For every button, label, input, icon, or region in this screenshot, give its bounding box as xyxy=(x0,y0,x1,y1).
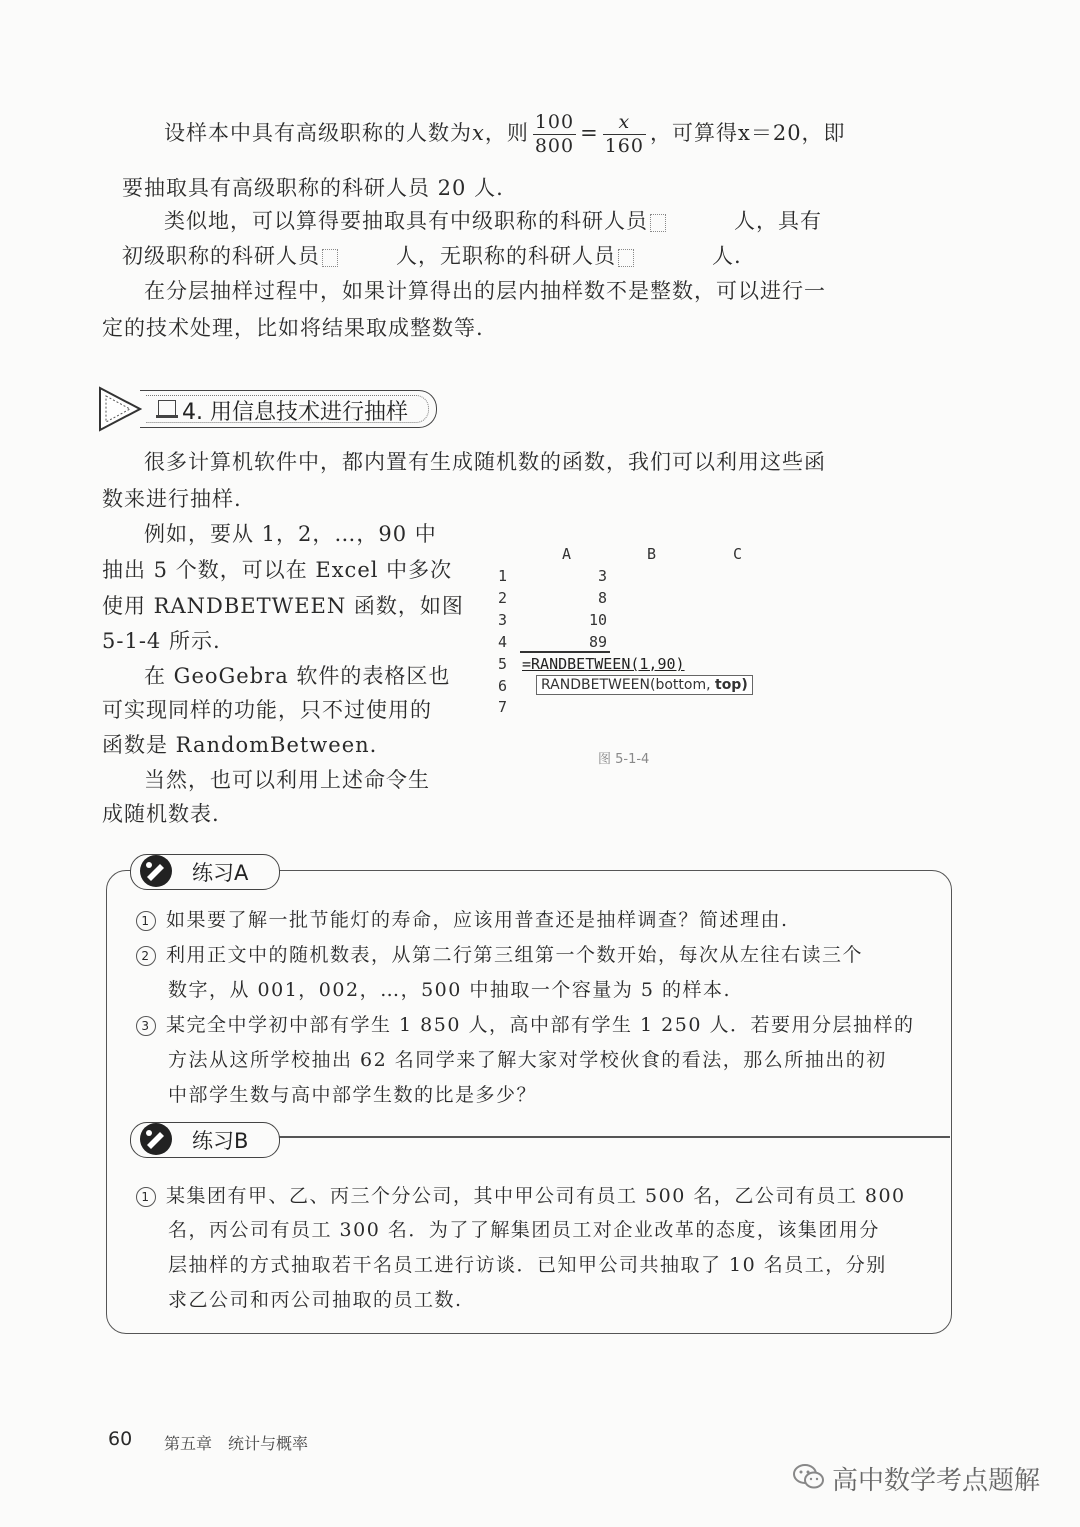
exercise-text: 某完全中学初中部有学生 1 850 人，高中部有学生 1 250 人．若要用分层抽样的 xyxy=(166,1014,915,1036)
frac1-num: 100 xyxy=(534,111,575,133)
exercise-a-item-2 xyxy=(136,940,863,967)
left-col-l7: 函数是 RandomBetween. xyxy=(102,733,378,757)
cell-a3: 10 xyxy=(588,611,607,629)
cell-a1: 3 xyxy=(597,567,607,585)
function-tooltip xyxy=(536,675,753,695)
para1-line2: 要抽取具有高级职称的科研人员 20 人. xyxy=(122,176,504,200)
blank-box-mid xyxy=(650,214,666,232)
para2-line1b: 人，具有 xyxy=(734,209,822,233)
left-col-l8: 当然，也可以利用上述命令生 xyxy=(144,768,430,792)
exercise-text: 如果要了解一批节能灯的寿命，应该用普查还是抽样调查？简述理由. xyxy=(166,909,789,931)
section-arrow-icon xyxy=(98,386,142,432)
chapter-title: 第五章 统计与概率 xyxy=(164,1434,309,1453)
exercise-a-item-2-cont: 数字，从 001，002，…，500 中抽取一个容量为 5 的样本. xyxy=(168,979,732,1001)
formula-cell[interactable]: =RANDBETWEEN(1,90) xyxy=(522,655,685,673)
para2-line1a: 类似地，可以算得要抽取具有中级职称的科研人员 xyxy=(164,209,648,233)
equals: = xyxy=(580,121,599,145)
computer-icon-base xyxy=(156,415,178,418)
col-header-c: C xyxy=(733,545,743,563)
number-badge: 2 xyxy=(136,946,156,966)
fraction-x-160 xyxy=(603,113,646,156)
para1-then: ，则 xyxy=(484,121,529,145)
left-col-l2: 抽出 5 个数，可以在 Excel 中多次 xyxy=(102,558,453,582)
para1-tail: ，可算得 xyxy=(649,121,738,145)
col-header-b: B xyxy=(647,545,657,563)
exercise-a-item-3-cont: 中部学生数与高中部学生数的比是多少？ xyxy=(168,1084,538,1106)
frac2-den: 160 xyxy=(604,135,644,157)
fraction-100-800 xyxy=(533,113,576,156)
cell-a4-underline xyxy=(520,651,610,653)
exercise-a-item-3 xyxy=(136,1010,914,1037)
row-label: 4 xyxy=(498,633,508,651)
para2-line2a: 初级职称的科研人员 xyxy=(122,244,320,268)
para1-line1 xyxy=(164,110,846,156)
frac1-den: 800 xyxy=(534,135,575,157)
blank-box-junior xyxy=(322,249,338,267)
number-badge: 1 xyxy=(136,1187,156,1207)
para3-line2: 定的技术处理，比如将结果取成整数等. xyxy=(102,316,484,340)
col-header-a: A xyxy=(562,545,572,563)
row-label: 7 xyxy=(498,698,508,716)
para2-line2b: 人，无职称的科研人员 xyxy=(396,244,616,268)
exercise-b-item-1-cont: 求乙公司和丙公司抽取的员工数. xyxy=(168,1289,463,1311)
number-badge: 3 xyxy=(136,1016,156,1036)
para2-line1 xyxy=(164,205,822,235)
pencil-badge-icon xyxy=(136,852,176,890)
tooltip-text: RANDBETWEEN(bottom, xyxy=(541,677,715,693)
frac2-num: x xyxy=(603,113,646,135)
section-title: 4. 用信息技术进行抽样 xyxy=(182,400,408,425)
var-x: x xyxy=(472,121,485,145)
cell-a2: 8 xyxy=(597,589,607,607)
left-col-l9: 成随机数表. xyxy=(102,802,220,826)
para1-result: x＝20，即 xyxy=(737,121,846,145)
computer-icon xyxy=(158,400,176,416)
para3-line1: 在分层抽样过程中，如果计算得出的层内抽样数不是整数，可以进行一 xyxy=(144,279,826,303)
row-label: 5 xyxy=(498,655,508,673)
left-col-l6: 可实现同样的功能，只不过使用的 xyxy=(102,698,432,722)
cell-a4: 89 xyxy=(588,633,607,651)
row-label: 3 xyxy=(498,611,508,629)
wechat-icon xyxy=(792,1462,826,1492)
exercise-a-item-3-cont: 方法从这所学校抽出 62 名同学来了解大家对学校伙食的看法，那么所抽出的初 xyxy=(168,1049,887,1071)
para2-line2 xyxy=(122,240,742,270)
left-col-l3: 使用 RANDBETWEEN 函数，如图 xyxy=(102,594,464,618)
exercise-a-item-1 xyxy=(136,905,789,932)
exercise-b-item-1-cont: 名，丙公司有员工 300 名．为了了解集团员工对企业改革的态度，该集团用分 xyxy=(168,1219,880,1241)
para4-line2: 数来进行抽样. xyxy=(102,487,242,511)
exercise-b-label: 练习B xyxy=(192,1129,249,1153)
exercise-text: 利用正文中的随机数表，从第二行第三组第一个数开始，每次从左往右读三个 xyxy=(166,944,864,966)
para2-line2c: 人. xyxy=(712,244,742,268)
exercise-text: 某集团有甲、乙、丙三个分公司，其中甲公司有员工 500 名，乙公司有员工 800 xyxy=(166,1185,906,1207)
exercise-b-item-1-cont: 层抽样的方式抽取若干名员工进行访谈．已知甲公司共抽取了 10 名员工，分别 xyxy=(168,1254,887,1276)
exercise-a-label: 练习A xyxy=(192,861,249,885)
row-label: 6 xyxy=(498,677,508,695)
row-label: 2 xyxy=(498,589,508,607)
number-badge: 1 xyxy=(136,911,156,931)
left-col-l5: 在 GeoGebra 软件的表格区也 xyxy=(144,664,451,688)
figure-caption: 图 5-1-4 xyxy=(598,752,650,767)
para1-lead: 设样本中具有高级职称的人数为 xyxy=(164,121,472,145)
exercise-divider xyxy=(278,1136,950,1138)
para4-line1: 很多计算机软件中，都内置有生成随机数的函数，我们可以利用这些函 xyxy=(144,450,826,474)
page-number: 60 xyxy=(108,1428,133,1450)
left-col-l1: 例如，要从 1，2，…，90 中 xyxy=(144,522,437,546)
blank-box-none xyxy=(618,249,634,267)
exercise-b-item-1 xyxy=(136,1181,906,1208)
left-col-l4: 5-1-4 所示. xyxy=(102,629,221,653)
tooltip-bold: top) xyxy=(715,677,748,693)
row-label: 1 xyxy=(498,567,508,585)
watermark-text: 高中数学考点题解 xyxy=(832,1466,1041,1496)
pencil-badge-icon xyxy=(136,1120,176,1158)
